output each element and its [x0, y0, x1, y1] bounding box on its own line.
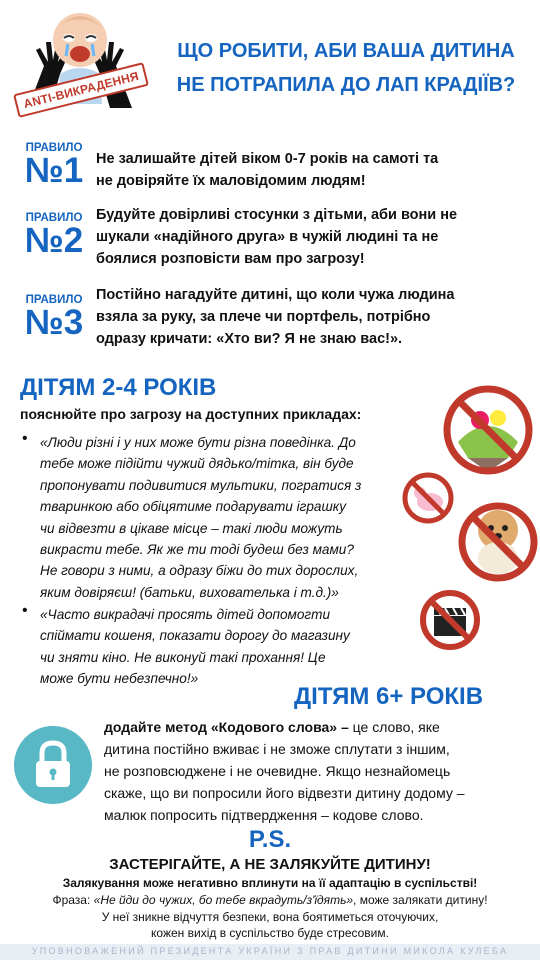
ps-line-4: У неї зникне відчуття безпеки, вона боятиметься оточуючих, [101, 910, 439, 924]
forbidden-unicorn-icon [403, 473, 453, 523]
footer-credit: УПОВНОВАЖЕНИЙ ПРЕЗИДЕНТА УКРАЇНИ З ПРАВ ДИТИНИ МИКОЛА КУЛЕБА [31, 946, 509, 956]
code-word-line-1-rest: це слово, яке [348, 719, 440, 735]
bullet-1-line: чи відвезти в цікаве місце – такі люди можуть [40, 520, 343, 536]
rule-3-line-3: одразу кричати: «Хто ви? Я не знаю вас!». [96, 331, 403, 347]
bullet-1-line: яким довіряєш! (батьки, вихователька і т.д.)» [40, 584, 339, 600]
bullet-1-line: пропонувати подивитися мультики, погратися з [40, 477, 362, 493]
code-word-line: дитина постійно вживає і не зможе сплутати з іншим, [104, 741, 450, 757]
rule-2-line-1: Будуйте довірливі стосунки з дітьми, аби вони не [96, 207, 458, 223]
code-word-line: не розповсюджене і не очевидне. Якщо незнайомець [104, 763, 451, 779]
bullet-2-text [40, 604, 392, 690]
rule-3-line-2: взяла за руку, за плече чи портфель, потрібно [96, 309, 431, 325]
rule-1-badge [16, 142, 92, 188]
ps-line-3-prefix: Фраза: [52, 893, 94, 907]
title-line-1: ЩО РОБИТИ, АБИ ВАША ДИТИНА [177, 40, 515, 62]
code-word-text [104, 716, 488, 826]
bullet-1-text [40, 432, 392, 603]
bullet-1-line: Не говори з ними, а одразу біжи до тих дорослих, [40, 563, 359, 579]
bullet-2-line: спіймати кошеня, показати дорогу до магазину [40, 628, 350, 644]
page-title [160, 34, 532, 102]
rule-3-line-1: Постійно нагадуйте дитині, що коли чужа людина [96, 287, 455, 303]
code-word-lead: додайте метод «Кодового слова» – [104, 719, 349, 735]
rule-2-number: №2 [24, 221, 84, 260]
ps-line-3-quote: «Не йди до чужих, бо тебе вкрадуть/з'їдять» [93, 893, 354, 907]
ps-line-3 [0, 893, 540, 907]
ps-line-2: Залякування може негативно вплинути на її адаптацію в суспільстві! [62, 876, 478, 890]
bullet-1-line: тебе може підійти чужий дядько/тітка, він буде [40, 456, 354, 472]
rule-1-number: №1 [24, 151, 84, 190]
bullet-2-line: може бути небезпечно!» [40, 671, 199, 687]
title-line-2: НЕ ПОТРАПИЛА ДО ЛАП КРАДІЇВ? [176, 74, 516, 96]
bullet-1-line: «Люди різні і у них може бути різна поведінка. До [40, 435, 356, 450]
forbidden-illustrations [400, 380, 540, 680]
rule-2-badge [16, 212, 92, 258]
ps-line-1: ЗАСТЕРІГАЙТЕ, А НЕ ЗАЛЯКУЙТЕ ДИТИНУ! [109, 856, 431, 873]
section-heading-2-4: ДІТЯМ 2-4 РОКІВ [20, 374, 217, 401]
ps-line-5: кожен вихід в суспільство буде стресовим. [151, 926, 389, 940]
rule-2-label: ПРАВИЛО [25, 212, 83, 224]
bullet-1-marker: • [22, 430, 28, 447]
forbidden-puppy-icon [460, 504, 536, 580]
rule-2-text [96, 204, 502, 270]
rule-3-number: №3 [24, 303, 84, 342]
ps-title: P.S. [248, 826, 292, 853]
section-heading-6-plus: ДІТЯМ 6+ РОКІВ [294, 683, 484, 710]
rule-1-line-1: Не залишайте дітей віком 0-7 років на самоті та [96, 151, 439, 167]
rule-3-text [96, 284, 502, 350]
section-subheading-2-4: пояснюйте про загрозу на доступних прикладах: [20, 406, 362, 422]
padlock-glyph [14, 726, 92, 804]
rule-3-label: ПРАВИЛО [25, 294, 83, 306]
rule-1-line-2: не довіряйте їх маловідомим людям! [96, 173, 366, 189]
bullet-1-line: тваринкою або обіцятиме подарувати іграшку [40, 499, 346, 515]
forbidden-clapperboard-icon [421, 591, 479, 649]
rule-1-label: ПРАВИЛО [25, 142, 83, 154]
rule-1-text [96, 148, 502, 192]
anti-kidnapping-badge: ANTI-ВИКРАДЕННЯ [13, 62, 149, 118]
rule-2-line-2: шукали «надійного друга» в чужій людині та не [96, 229, 439, 245]
ps-line-3-suffix: , може залякати дитину! [353, 893, 488, 907]
rule-3-badge [16, 294, 92, 340]
bullet-2-line: чи зняти кіно. Не виконуй такі прохання! Це [40, 649, 326, 665]
padlock-icon [14, 726, 92, 804]
code-word-line-1 [104, 716, 488, 738]
code-word-line: скаже, що ви попросили його відвезти дитину додому – [104, 785, 465, 801]
forbidden-island-icon [444, 386, 532, 474]
rule-2-line-3: боялися розповісти вам про загрозу! [96, 251, 365, 267]
bullet-2-line: «Часто викрадачі просять дітей допомогти [40, 607, 331, 622]
bullet-2-marker: • [22, 602, 28, 619]
bullet-1-line: викрасти тебе. Як же ти тоді будеш без мами? [40, 542, 354, 558]
code-word-line: малюк попросить підтвердження – кодове слово. [104, 807, 424, 823]
